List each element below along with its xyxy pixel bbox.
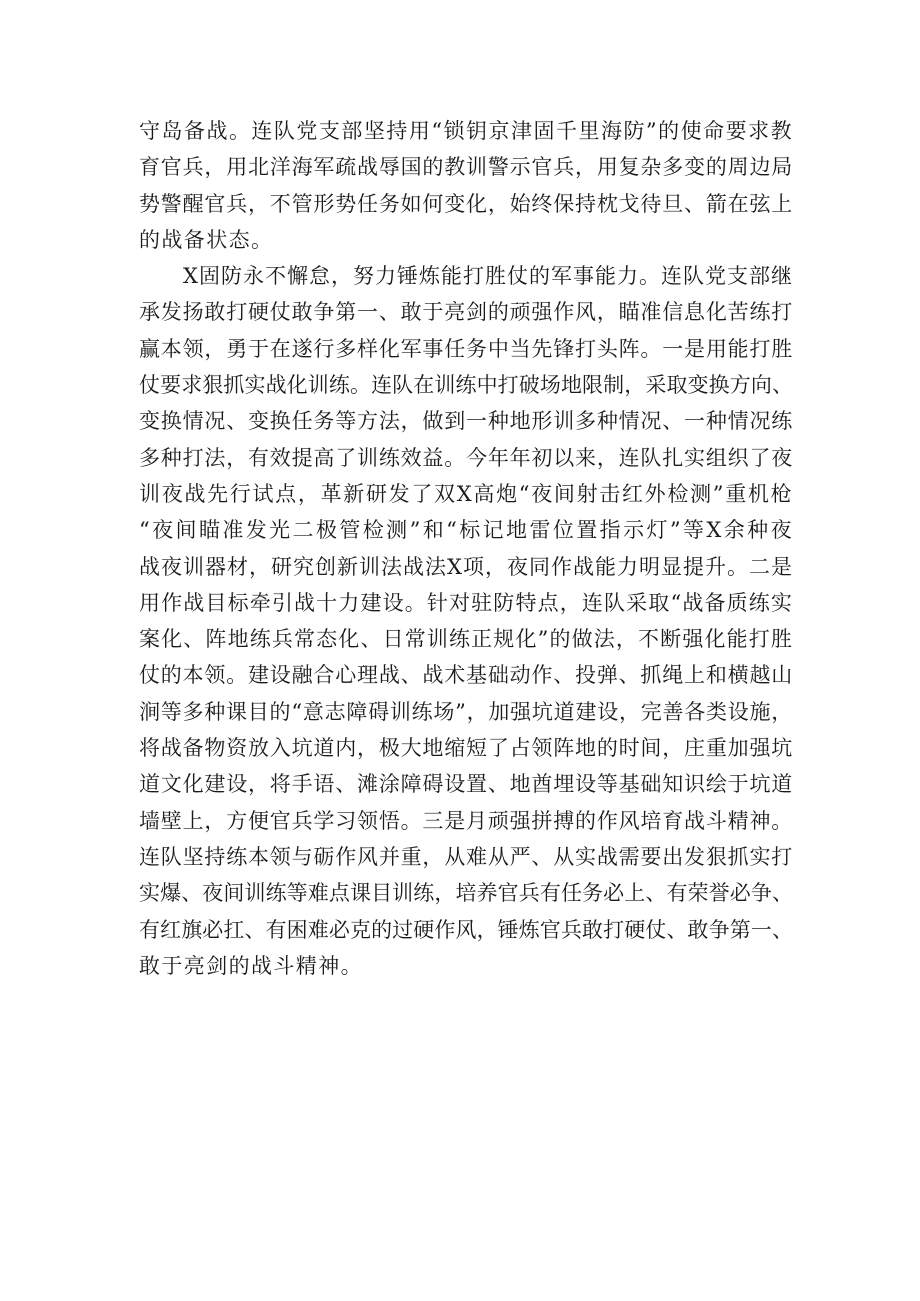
text-line: 育官兵，用北洋海军疏战辱国的教训警示官兵，用复杂多变的周边局 <box>139 155 793 180</box>
text-line: X固防永不懈怠，努力锤炼能打胜仗的军事能力。连队党支部继 <box>183 264 793 289</box>
text-line: 势警醒官兵，不管形势任务如何变化，始终保持枕戈待旦、箭在弦上 <box>139 191 793 216</box>
text-line: 墙壁上，方便官兵学习领悟。三是月顽强拼搏的作风培育战斗精神。 <box>139 808 793 833</box>
text-line: 变换情况、变换任务等方法，做到一种地形训多种情况、一种情况练 <box>139 409 793 434</box>
text-line: 实爆、夜间训练等难点课目训练，培养官兵有任务必上、有荣誉必争、 <box>139 881 793 906</box>
text-line: 多种打法，有效提高了训练效益。今年年初以来，连队扎实组织了夜 <box>139 445 793 470</box>
paragraph-1 <box>139 113 793 258</box>
text-line: 有红旗必扛、有困难必克的过硬作风，锤炼官兵敢打硬仗、敢争第一、 <box>139 917 793 942</box>
text-line: 案化、阵地练兵常态化、日常训练正规化”的做法，不断强化能打胜 <box>139 627 793 652</box>
text-line: 训夜战先行试点，革新研发了双X高炮“夜间射击红外检测”重机枪 <box>139 481 793 506</box>
text-line: 的战备状态。 <box>139 227 274 252</box>
text-line: 仗要求狠抓实战化训练。连队在训练中打破场地限制，采取变换方向、 <box>139 373 793 398</box>
text-line: 用作战目标牵引战十力建设。针对驻防特点，连队采取“战备质练实 <box>139 590 793 615</box>
text-line: “夜间瞄准发光二极管检测”和“标记地雷位置指示灯”等X余种夜 <box>139 518 793 543</box>
text-line: 战夜训器材，研究创新训法战法X项，夜同作战能力明显提升。二是 <box>139 554 793 579</box>
text-line: 涧等多种课目的“意志障碍训练场”，加强坑道建设，完善各类设施， <box>139 699 793 724</box>
text-line: 连队坚持练本领与砺作风并重，从难从严、从实战需要出发狠抓实打 <box>139 844 793 869</box>
text-line: 仗的本领。建设融合心理战、战术基础动作、投弹、抓绳上和横越山 <box>139 663 793 688</box>
text-line: 将战备物资放入坑道内，极大地缩短了占领阵地的时间，庄重加强坑 <box>139 736 793 761</box>
text-line: 道文化建设，将手语、滩涂障碍设置、地酋埋设等基础知识绘于坑道 <box>139 772 793 797</box>
text-line: 守岛备战。连队党支部坚持用“锁钥京津固千里海防”的使命要求教 <box>139 119 793 143</box>
text-line: 敢于亮剑的战斗精神。 <box>139 953 363 978</box>
text-line: 赢本领，勇于在遂行多样化军事任务中当先锋打头阵。一是用能打胜 <box>139 336 793 361</box>
document-body <box>139 113 793 984</box>
paragraph-2 <box>139 258 793 984</box>
text-line: 承发扬敢打硬仗敢争第一、敢于亮剑的顽强作风，瞄准信息化苦练打 <box>139 300 793 325</box>
